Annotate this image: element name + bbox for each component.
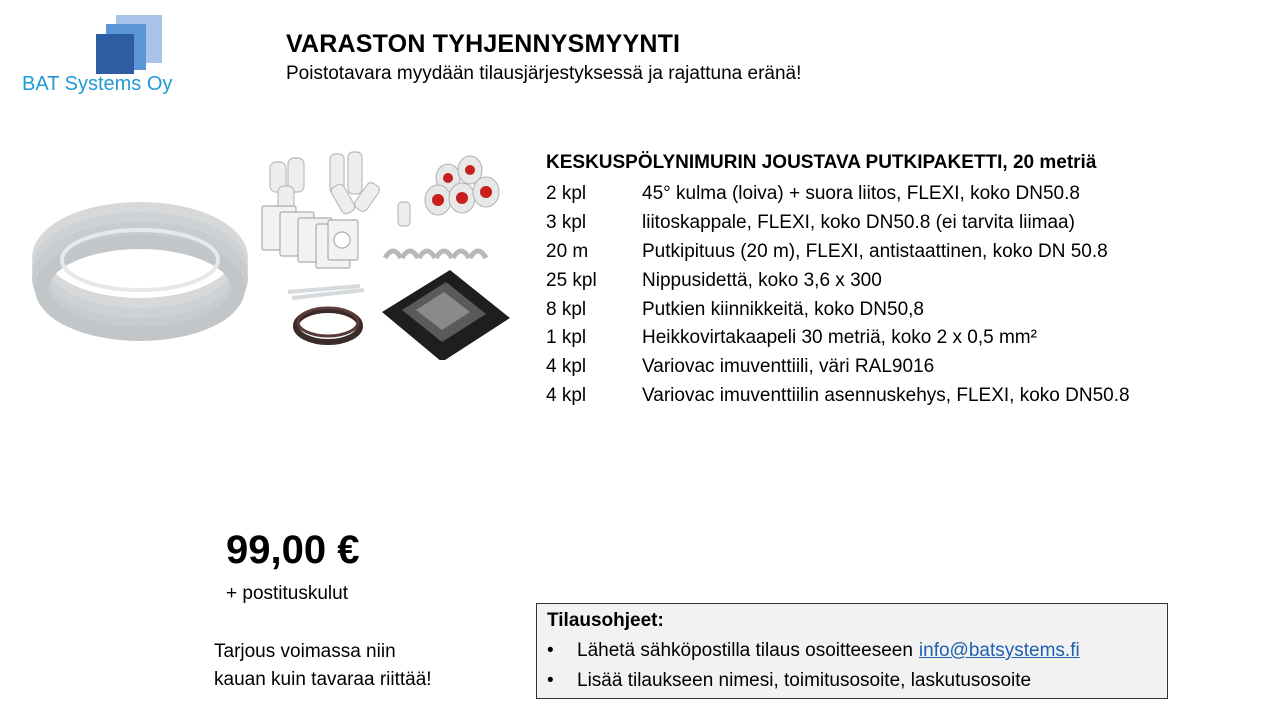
order-instruction-text: Lähetä sähköpostilla tilaus osoitteeseen: [577, 640, 913, 661]
item-desc: Nippusidettä, koko 3,6 x 300: [642, 269, 882, 291]
list-item: [546, 180, 1266, 209]
valve-frames-icon: [262, 206, 358, 268]
item-desc: Heikkovirtakaapeli 30 metriä, koko 2 x 0,5 mm²: [642, 327, 1037, 349]
list-item: [546, 295, 1266, 324]
shipping-note: + postituskulut: [226, 583, 348, 604]
item-desc: Variovac imuventtiili, väri RAL9016: [642, 356, 935, 378]
price: 99,00 €: [226, 528, 360, 572]
bullet-icon: •: [547, 640, 554, 661]
item-qty: 20 m: [546, 240, 589, 262]
list-item: [546, 209, 1266, 238]
page-subtitle: Poistotavara myydään tilausjärjestyksessä ja rajattuna eränä!: [286, 63, 802, 84]
email-link[interactable]: info@batsystems.fi: [918, 640, 1080, 661]
item-desc: liitoskappale, FLEXI, koko DN50.8 (ei tarvita liimaa): [642, 212, 1075, 234]
list-item: [546, 238, 1266, 267]
pipe-clips-icon: [385, 251, 486, 258]
order-instructions-box: [536, 603, 1168, 699]
hose-coil-icon: [40, 210, 240, 334]
item-desc: 45° kulma (loiva) + suora liitos, FLEXI, koko DN50.8: [642, 183, 1080, 205]
manual-booklet-icon: [382, 270, 510, 360]
order-instruction-text: Lisää tilaukseen nimesi, toimitusosoite, laskutusosoite: [577, 670, 1032, 691]
company-name: BAT Systems Oy: [22, 73, 173, 95]
package-title: KESKUSPÖLYNIMURIN JOUSTAVA PUTKIPAKETTI, 20 metriä: [546, 152, 1097, 173]
list-item: [546, 266, 1266, 295]
item-desc: Variovac imuventtiilin asennuskehys, FLEXI, koko DN50.8: [642, 384, 1130, 406]
order-instruction-item: [547, 640, 1080, 662]
list-item: [546, 382, 1266, 411]
vacuum-valves-icon: [425, 156, 499, 215]
cable-ties-icon: [288, 286, 364, 298]
cable-coil-icon: [296, 308, 360, 342]
item-qty: 3 kpl: [546, 212, 587, 234]
item-desc: Putkien kiinnikkeitä, koko DN50,8: [642, 298, 924, 320]
package-items-list: [546, 180, 1266, 410]
order-instruction-item: [547, 670, 1031, 692]
item-desc: Putkipituus (20 m), FLEXI, antistaattinen, koko DN 50.8: [642, 240, 1108, 262]
bullet-icon: •: [547, 670, 554, 691]
offer-note-line1: Tarjous voimassa niin: [214, 641, 396, 662]
item-qty: 8 kpl: [546, 298, 587, 320]
item-qty: 4 kpl: [546, 384, 587, 406]
pipe-kit-photo: [30, 140, 520, 360]
offer-note-line2: kauan kuin tavaraa riittää!: [214, 669, 432, 690]
list-item: [546, 353, 1266, 382]
order-instructions-title: Tilausohjeet:: [547, 610, 664, 631]
page-title: VARASTON TYHJENNYSMYYNTI: [286, 30, 681, 58]
item-qty: 2 kpl: [546, 183, 587, 205]
list-item: [546, 324, 1266, 353]
logo-square-dark: [96, 34, 134, 74]
item-qty: 1 kpl: [546, 327, 587, 349]
item-qty: 4 kpl: [546, 356, 587, 378]
item-qty: 25 kpl: [546, 269, 597, 291]
